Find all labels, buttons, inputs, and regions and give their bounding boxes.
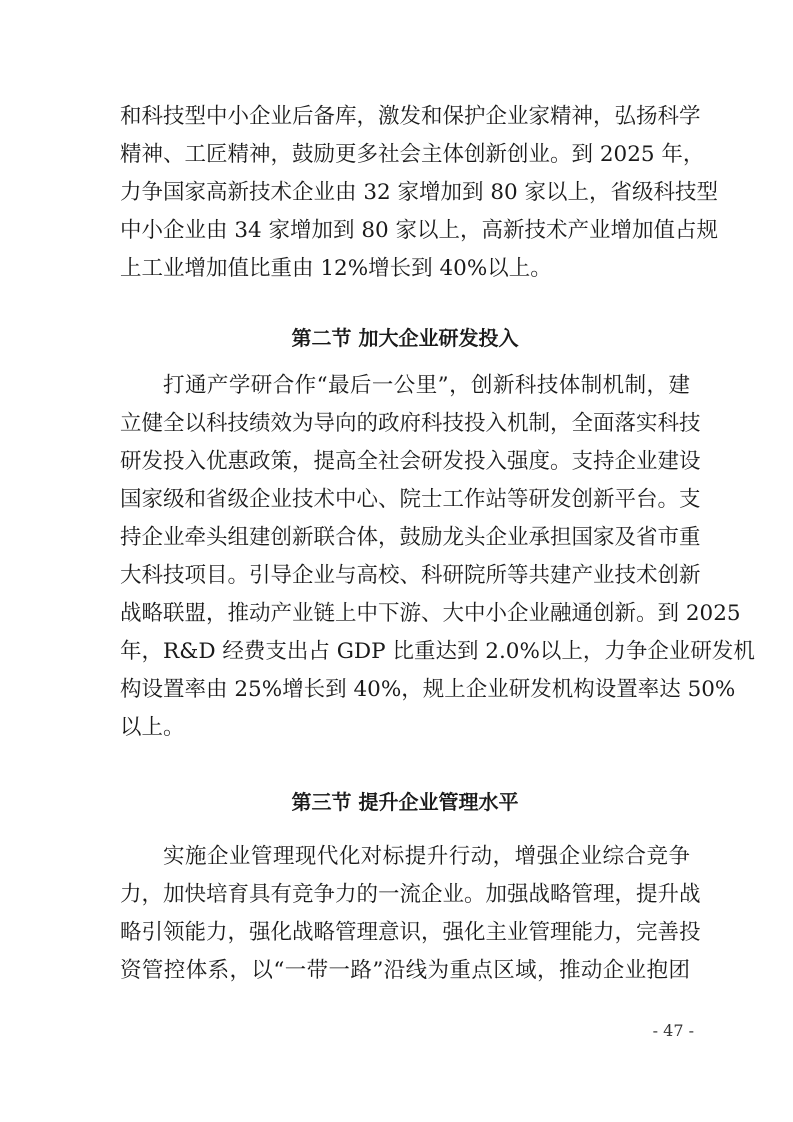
paragraph-line: 资管控体系，以“一带一路”沿线为重点区域，推动企业抱团 (120, 958, 690, 983)
paragraph-line: 战略联盟，推动产业链上中下游、大中小企业融通创新。到 2025 (120, 601, 741, 626)
paragraph-line: 以上。 (120, 715, 185, 740)
paragraph-line: 和科技型中小企业后备库，激发和保护企业家精神，弘扬科学 (120, 104, 701, 129)
paragraph-line: 略引领能力，强化战略管理意识，强化主业管理能力，完善投 (120, 920, 701, 945)
paragraph-line: 打通产学研合作“最后一公里”，创新科技体制机制，建 (163, 373, 690, 398)
paragraph-line: 研发投入优惠政策，提高全社会研发投入强度。支持企业建设 (120, 449, 701, 474)
paragraph-line: 精神、工匠精神，鼓励更多社会主体创新创业。到 2025 年， (120, 142, 705, 167)
paragraph-line: 持企业牵头组建创新联合体，鼓励龙头企业承担国家及省市重 (120, 525, 701, 550)
paragraph-line: 国家级和省级企业技术中心、院士工作站等研发创新平台。支 (120, 487, 701, 512)
paragraph-line: 大科技项目。引导企业与高校、科研院所等共建产业技术创新 (120, 563, 701, 588)
paragraph-line: 立健全以科技绩效为导向的政府科技投入机制，全面落实科技 (120, 411, 701, 436)
paragraph-line: 实施企业管理现代化对标提升行动，增强企业综合竞争 (163, 844, 690, 869)
paragraph-line: 中小企业由 34 家增加到 80 家以上，高新技术产业增加值占规 (120, 218, 719, 243)
page-number: - 47 - (652, 1021, 694, 1040)
paragraph-line: 构设置率由 25%增长到 40%，规上企业研发机构设置率达 50% (120, 677, 736, 702)
paragraph-3 (120, 838, 701, 990)
section-heading-2: 第二节 加大企业研发投入 (291, 326, 519, 350)
paragraph-1 (120, 98, 719, 288)
paragraph-line: 年，R&D 经费支出占 GDP 比重达到 2.0%以上，力争企业研发机 (120, 639, 755, 664)
paragraph-line: 上工业增加值比重由 12%增长到 40%以上。 (120, 256, 552, 281)
paragraph-2 (120, 367, 755, 747)
section-heading-3: 第三节 提升企业管理水平 (291, 790, 519, 814)
paragraph-line: 力争国家高新技术企业由 32 家增加到 80 家以上，省级科技型 (120, 180, 719, 205)
paragraph-line: 力，加快培育具有竞争力的一流企业。加强战略管理，提升战 (120, 882, 701, 907)
